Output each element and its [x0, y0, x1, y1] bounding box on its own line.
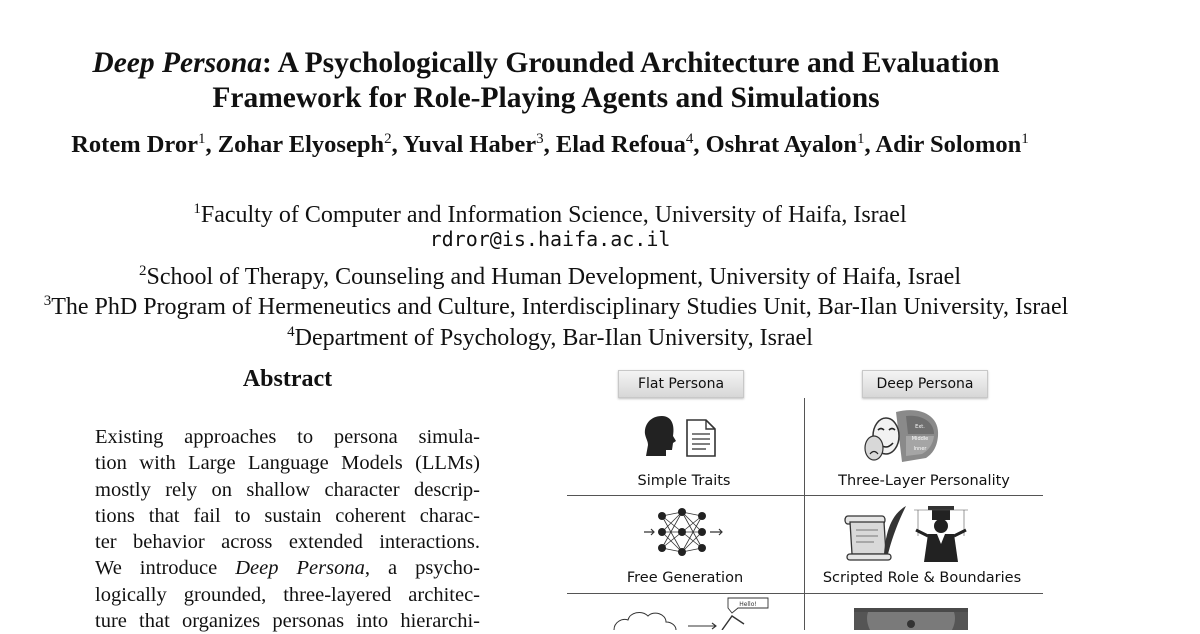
abstract-body	[95, 424, 480, 634]
abstract-line: logically grounded, three-layered architec-	[95, 583, 480, 606]
svg-text:Middle: Middle	[911, 436, 929, 442]
persona-comparison-figure	[560, 368, 1050, 630]
author: Rotem Dror	[71, 131, 198, 159]
author: Elad Refoua	[555, 131, 686, 159]
abstract-line: Existing approaches to persona simula-	[95, 426, 480, 448]
abstract-line: mostly rely on shallow character descrip-	[95, 478, 480, 501]
author: Adir Solomon	[875, 131, 1022, 159]
flat-row2-label: Free Generation	[626, 570, 744, 586]
affiliation-text: Faculty of Computer and Information Science, University of Haifa, Israel	[200, 202, 907, 228]
flat-row1-label: Simple Traits	[637, 473, 731, 489]
abstract-heading: Abstract	[242, 366, 333, 392]
row-divider	[567, 593, 1043, 594]
author-affil-sup: 1	[197, 131, 206, 147]
affiliation-4	[0, 318, 1100, 352]
author: Oshrat Ayalon	[705, 131, 857, 159]
abstract-line: ture that organizes personas into hierarchi-	[95, 610, 480, 633]
abstract-emphasis: Deep Persona	[235, 557, 365, 580]
title-line1: : A Psychologically Grounded Architecture and Evaluation	[262, 47, 1000, 79]
svg-text:Inner: Inner	[913, 446, 927, 452]
abstract-line: tions that fail to sustain coherent charac-	[95, 504, 480, 527]
affiliation-1	[0, 195, 1100, 229]
theater-masks-layers-icon	[862, 406, 948, 466]
author-affil-sup: 3	[536, 131, 544, 147]
deep-row1-label: Three-Layer Personality	[838, 473, 1010, 489]
abstract-line: We introduce Deep Persona, a psycho-	[95, 557, 480, 580]
affiliation-sup: 4	[287, 324, 295, 340]
contact-email[interactable]: rdror@is.haifa.ac.il	[429, 227, 671, 251]
abstract-line: tion with Large Language Models (LLMs)	[95, 452, 480, 475]
affiliation-text: School of Therapy, Counseling and Human Development, University of Haifa, Israel	[146, 264, 961, 290]
scroll-quill-icon	[840, 504, 910, 564]
affiliation-text: The PhD Program of Hermeneutics and Culture, Interdisciplinary Studies Unit, Bar-Ilan University, Israel	[51, 294, 1069, 320]
row-divider	[567, 495, 1043, 496]
title-emphasis: Deep Persona	[92, 47, 263, 79]
cloud-chat-icon	[612, 596, 772, 630]
author-list: Rotem Dror$^1$, Zohar Elyoseph$^2$, Yuval Haber$^3$, Elad Refoua$^4$, Oshrat Ayalon$^1$, Adir Solomon$^1$	[71, 131, 1029, 159]
affiliation-3	[0, 287, 1154, 321]
paper-title	[0, 46, 1092, 116]
affiliation-sup: 2	[139, 263, 147, 279]
deep-row2-label: Scripted Role & Boundaries	[822, 570, 1022, 586]
column-divider	[804, 398, 805, 630]
puppet-master-icon	[912, 504, 970, 564]
neural-network-icon	[642, 504, 728, 560]
affiliation-2	[0, 257, 1100, 291]
flat-persona-header: Flat Persona	[618, 370, 744, 398]
author-affil-sup: 1	[856, 131, 865, 147]
author-affil-sup: 2	[384, 131, 392, 147]
author: Zohar Elyoseph	[217, 131, 385, 159]
affiliation-text: Department of Psychology, Bar-Ilan University, Israel	[294, 325, 813, 351]
svg-text:Hello!: Hello!	[739, 601, 757, 608]
author-affil-sup: 4	[685, 131, 694, 147]
document-icon	[684, 418, 718, 458]
affiliation-sup: 1	[193, 201, 201, 217]
title-line2: Framework for Role-Playing Agents and Simulations	[212, 82, 880, 114]
stage-icon	[854, 608, 968, 630]
deep-persona-header: Deep Persona	[862, 370, 988, 398]
author: Yuval Haber	[402, 131, 537, 159]
abstract-line: ter behavior across extended interactions.	[95, 531, 480, 554]
affiliation-sup: 3	[43, 293, 52, 309]
author-affil-sup: 1	[1021, 131, 1029, 147]
svg-text:Ext.: Ext.	[915, 424, 925, 430]
